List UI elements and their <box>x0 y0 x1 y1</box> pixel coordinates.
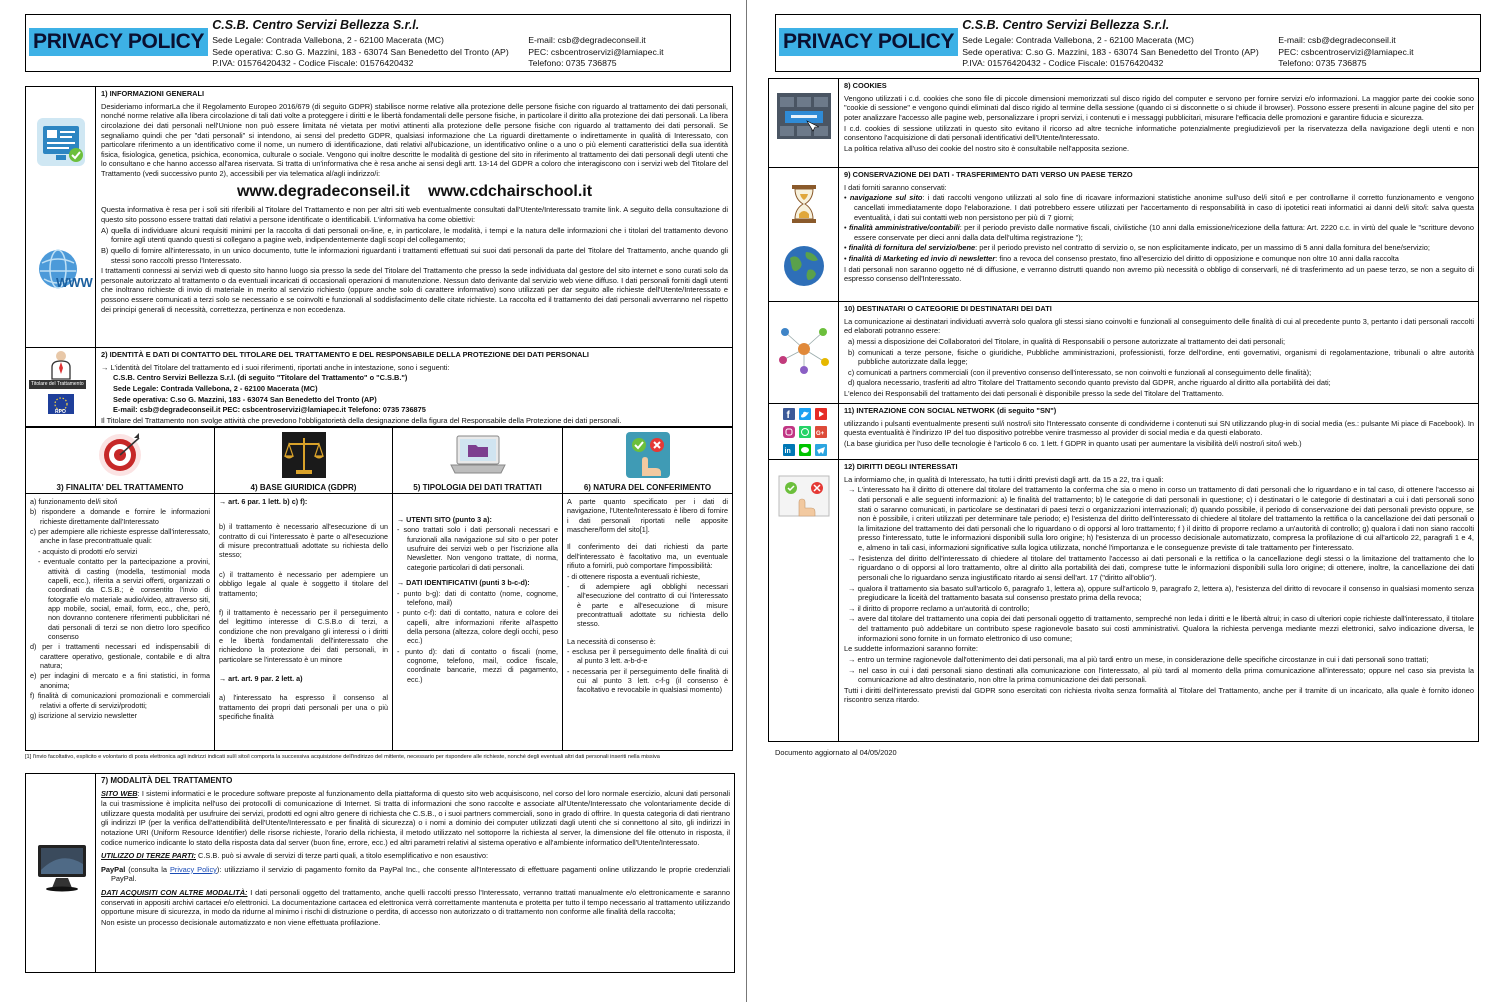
policy-page-1 <box>0 0 746 1002</box>
cookies-paragraph-2: I c.d. cookies di sessione utilizzati in questo sito evitano il ricorso ad altre tecniche informatiche potenzialmente pregiudizievoli per la riservatezza della navigazione degli utenti e non consentono l'acquisizione di dati personali identificativi dell'Utente/Interessato. <box>844 123 1474 143</box>
section-10 <box>768 301 1479 404</box>
data-type-item: - punto b-g): dati di contatto (nome, cognome, telefono, mail) <box>397 588 558 607</box>
section-8-icons <box>769 79 839 167</box>
section-11-title: 11) INTERAZIONE CON SOCIAL NETWORK (di seguito "SN") <box>844 406 1057 415</box>
legal-basis-item: → art. 6 par. 1 lett. b) c) f): <box>219 497 308 506</box>
desktop-computer-icon <box>34 842 90 892</box>
legal-basis-item: a) l'interessato ha espresso il consenso al trattamento dei propri dati personali per una o più specifiche finalità <box>219 693 388 722</box>
consent-item: Il conferimento dei dati richiesti da parte dell'interessato è facoltativo ma, un eventuale rifiuto a fornirli, può comportare l'impossibilità: <box>567 542 728 571</box>
web-site-label: SITO WEB <box>101 789 138 799</box>
social-network-icons <box>783 408 827 456</box>
other-methods-label: DATI ACQUISITI CON ALTRE MODALITÀ: <box>101 888 248 898</box>
retention-text: : per il periodo previsto dalle normative fiscali, civilistiche (10 anni dalla emissione/ricezione della fattura: Art. 2220 c.c. in virtù del quale le "scritture devono essere conservate per dieci anni dalla data dell'ultima registrazione "); <box>854 223 1474 242</box>
svg-text:G+: G+ <box>816 431 825 437</box>
data-controller-label: Titolare del Trattamento <box>31 381 84 387</box>
purpose-item: - acquisto di prodotti e/o servizi <box>38 546 138 556</box>
section-10-text <box>840 302 1478 403</box>
section-12-title: 12) DIRITTI DEGLI INTERESSATI <box>844 462 958 471</box>
section-7-closing: Non esiste un processo decisionale automatizzato e non viene effettuata profilazione. <box>101 917 381 927</box>
section-6 <box>563 428 732 750</box>
section-2-text <box>97 348 732 426</box>
paypal-label: PayPal <box>101 864 126 874</box>
globe-www-icon <box>34 247 93 295</box>
cookies-paragraph-3: La politica relativa all'uso dei cookie del nostro sito è consultabile nell'apposita sezione. <box>844 143 1130 153</box>
data-type-item: → DATI IDENTIFICATIVI (punti 3 b-c-d): <box>397 578 530 588</box>
recipient-item: c) comunicati a partners commerciali (con il preventivo consenso dell'interessato, se non coinvolti e funzionali al conseguimento delle finalità); <box>848 367 1312 377</box>
company-name: C.S.B. Centro Servizi Bellezza S.r.l. <box>212 18 420 32</box>
rpo-text: RPO <box>55 409 66 415</box>
data-controller-person-icon <box>48 350 74 380</box>
controller-legal-address: Sede Legale: Contrada Vallebona, 2 - 62100 Macerata (MC) <box>113 383 318 393</box>
right-item: → l'esistenza del diritto dell'interessato di chiedere al titolare del trattamento l'accesso ai dati personali e la rettifica o la cancellazione degli stessi o la limitazione del trattamento che lo riguardano o di opporsi al loro trattamento, oltre al diritto alla portabilità dei dati, comprese tutte le informazioni disponibili sulla loro origine; di ottenere, inoltre, la cancellazione dei dati personali che lo riguardano senza ingiustificato ritardo ai sensi dell'art. 17 ("diritto all'oblio"). <box>848 553 1474 582</box>
company-info <box>962 15 1480 69</box>
section-6-body <box>563 494 732 750</box>
email: E-mail: csb@degradeconseil.it <box>1278 35 1396 46</box>
paypal-text-pre: (consulta la <box>125 864 170 874</box>
legal-basis-item: b) il trattamento è necessario all'esecuzione di un contratto di cui l'interessato è parte o all'esecuzione di misure precontrattuali adottate su richiesta dello stesso; <box>219 522 388 560</box>
section-10-icons <box>769 302 839 403</box>
section-1 <box>25 86 733 348</box>
retention-label: finalità amministrative/contabili <box>848 223 960 233</box>
section-9-text <box>840 168 1478 301</box>
page-header <box>775 14 1481 72</box>
approve-reject-icon <box>563 428 732 482</box>
cookies-paragraph-1: Vengono utilizzati i c.d. cookies che sono file di piccole dimensioni memorizzati sul disco rigido del computer e servono per fornire servizi e/o informazioni. La maggior parte dei cookie sono "cookie di sessione" e vengono quindi eliminati dal disco rigido al termine della sessione (quando ci si disconnette o si chiude il browser). Possono essere presenti in alcune pagine del sito per poter analizzare l'accesso alle pagine web, personalizzare i propri servizi, i contenuti e i messaggi pubblicitari, misurare l'efficacia delle promozioni e garantire fiducia e sicurezza. <box>844 93 1474 122</box>
section-12 <box>768 459 1479 742</box>
right-item: → qualora il trattamento sia basato sull'articolo 6, paragrafo 1, lettera a), oppure sull'articolo 9, paragrafo 2, lettera a), l'esistenza del diritto di revocare il consenso in qualsiasi momento senza pregiudicare la liceità del trattamento basata sul consenso prestato prima della revoca; <box>848 583 1474 603</box>
section-8 <box>768 78 1479 168</box>
section-2-closing: Il Titolare del Trattamento non svolge attività che prevedono l'obbligatorietà della designazione della figura del Responsabile della Protezione dei dati personali. <box>101 415 622 425</box>
controller-contacts: E-mail: csb@degradeconseil.it PEC: csbcentroservizi@lamiapec.it Telefono: 0735 736875 <box>113 405 426 415</box>
consent-item: - di adempiere agli obblighi necessari all'esecuzione del contratto di cui l'interessato è parte e all'esecuzione di misure precontrattuali adottate su richiesta dello stesso. <box>567 581 728 629</box>
form-screen-icon <box>36 117 86 167</box>
footnote: [1] l'invio facoltativo, esplicito e volontario di posta elettronica agli indirizzi indicati sul/i sito/i comporta la successiva acquisizione dell'indirizzo del mittente, necessario per rispondere alle richieste, nonché degli eventuali altri dati personali inseriti nella missiva <box>25 754 660 760</box>
consent-item: - esclusa per il perseguimento delle finalità di cui al punto 3 lett. a-b-d-e <box>567 647 728 666</box>
privacy-policy-badge: PRIVACY POLICY <box>779 28 958 56</box>
third-party-text: C.S.B. può si avvale di servizi di terze parti quali, a titolo esemplificativo e non esaustivo: <box>195 851 489 861</box>
legal-basis-item: → art. art. 9 par. 2 lett. a) <box>219 674 303 684</box>
legal-basis-item: c) il trattamento è necessario per adempiere un obbligo legale al quale è soggetto il titolare del trattamento; <box>219 569 388 598</box>
vat-number: P.IVA: 01576420432 - Codice Fiscale: 01576420432 <box>962 57 1164 68</box>
document-updated-date: Documento aggiornato al 04/05/2020 <box>775 748 897 757</box>
section-5-body <box>393 494 562 750</box>
justice-scale-icon <box>215 428 392 482</box>
company-name: C.S.B. Centro Servizi Bellezza S.r.l. <box>962 18 1170 32</box>
data-type-item: - sono trattati solo i dati personali necessari e funzionali alla navigazione sul sito o per poter usufruire dei servizi web o per l'iscrizione alla Newsletter. Non vengono trattate, di norma, categorie particolari di dati personali. <box>397 525 558 572</box>
section-2-intro: → L'identità del Titolare del trattamento ed i suoi riferimenti, riportati anche in intestazione, sono i seguenti: <box>101 362 450 372</box>
website-addresses: www.degradeconseil.it www.cdchairschool.it <box>236 182 593 200</box>
consent-item: La necessità di consenso è: <box>567 636 656 646</box>
purpose-item: d) per i trattamenti necessari ed indispensabili di carattere operativo, gestionale, contabile e di altra natura; <box>30 642 210 671</box>
section-12-text <box>840 460 1478 741</box>
data-type-item: - punto c-f): dati di contatto, natura e colore dei capelli, altre informazioni riferite all'aspetto della persona (altezza, colore degli occhi, peso ecc.) <box>397 608 558 646</box>
legal-address: Sede Legale: Contrada Vallebona, 2 - 62100 Macerata (MC) <box>212 35 444 46</box>
retention-item-marketing: • finalità di Marketing ed invio di newsletter: fino a revoca del consenso prestato, fino all'esercizio del diritto di opposizione e comunque non oltre 10 anni dalla raccolta <box>844 254 1399 263</box>
recipient-item: d) qualora necessario, trasferiti ad altro Titolare del Trattamento secondo quanto previsto dal GDPR, anche riguardo al diritto alla portabilità dei dati; <box>848 378 1331 388</box>
section-7-icons <box>26 774 96 972</box>
consent-item: A parte quanto specificato per i dati di navigazione, l'Utente/Interessato è libero di fornire i dati personali riportati nelle apposite maschere/form del sito[1]. <box>567 497 728 535</box>
controller-operative-address: Sede operativa: C.so G. Mazzini, 183 - 63074 San Benedetto del Tronto (AP) <box>113 394 377 404</box>
section-3 <box>26 428 215 750</box>
sections-3-6-grid <box>25 427 733 751</box>
consent-item: - necessaria per il perseguimento delle finalità di cui al punto 3 lett. c-f-g (il consenso è facoltativo e revocabile in qualsiasi momento) <box>567 666 728 695</box>
section-9-closing: I dati personali non saranno oggetto né di diffusione, e verranno distrutti quando non avremo più necessità o obbligo di conservarli, né di trasferimento ad un paese terzo, se non a seguito di espresso consenso dell'Interessato. <box>844 264 1474 284</box>
email: E-mail: csb@degradeconseil.it <box>528 35 646 46</box>
svg-text:in: in <box>784 448 791 455</box>
target-icon <box>26 428 214 482</box>
web-site-text: : I sistemi informatici e le procedure software preposte al funzionamento della piattaforma di questo sito web acquisiscono, nel corso del loro normale esercizio, alcuni dati personali la cui trasmissione è implicita nell'uso dei protocolli di comunicazione di Internet. Si tratta di informazioni che sono raccolte e associate all'Utente/Interessato che volontariamente decide di utilizzare questa modalità per usufruire dei servizi, prodotti ed ogni altro genere di richiesta che C.S.B., o i suoi partners commerciali, sono in grado di offrire. In questa categoria di dati rientrano gli indirizzi IP (per la verifica dell'attendibilità dell'Utente/Interessato e per finalità di sicurezza) o i nomi a dominio dei computer utilizzati dagli utenti che si connettono al sito, gli indirizzi in notazione URI (Uniform Resource Identifier) delle risorse richieste, l'orario della richiesta, il metodo utilizzato nel sottoporre la richiesta al server, la dimensione del file ottenuto in risposta, il codice numerico indicante lo stato della risposta data dal server (buon fine, errore, ecc.) ed altri parametri relativi al sistema operativo e all'ambiente informatico dell'Utente/Interessato. <box>101 789 730 847</box>
section-6-title: 6) NATURA DEL CONFERIMENTO <box>563 482 732 494</box>
purpose-item: b) rispondere a domande e fornire le informazioni richieste direttamente dall'Interessato <box>30 507 210 526</box>
section-1-icons <box>26 87 96 347</box>
third-party-label: UTILIZZO DI TERZE PARTI: <box>101 851 196 861</box>
section-2 <box>25 347 733 427</box>
section-3-body <box>26 494 214 750</box>
svg-text:f: f <box>786 410 790 421</box>
section-1-scope: Questa informativa è resa per i soli siti riferibili al Titolare del Trattamento e non per altri siti web eventualmente consultati dall'Utente/Interessato tramite link. A seguito della consultazione di questo sito possono essere trattati dati relativi a persone identificate o identificabili. L'informativa ha come obiettivi: <box>101 205 728 225</box>
earth-globe-icon <box>782 244 826 288</box>
purpose-item: c) per adempiere alle richieste espresse dall'interessato, anche in fase precontrattuale quali: <box>30 527 210 546</box>
section-2-title: 2) IDENTITÀ E DATI DI CONTATTO DEL TITOLARE DEL TRATTAMENTO E DEL RESPONSABILE DELLA PROTEZIONE DEI DATI PERSONALI <box>101 350 589 359</box>
phone: Telefono: 0735 736875 <box>1278 57 1367 68</box>
retention-item-accounting: • finalità amministrative/contabili: per il periodo previsto dalle normative fiscali, civilistiche (10 anni dalla emissione/ricezione della fattura: Art. 2220 c.c. in virtù del quale le "scritture devono essere conservate per dieci anni dalla data dell'ultima registrazione "); <box>844 223 1474 242</box>
section-12-icons <box>769 460 839 741</box>
privacy-policy-badge: PRIVACY POLICY <box>29 28 208 56</box>
data-type-item: → UTENTI SITO (punto 3 a): <box>397 515 492 524</box>
retention-item-service: • finalità di fornitura del servizio/bene: per il periodo previsto nel contratto di servizio o, se non esplicitamente indicato, per un massimo di 5 anni dalla fornitura del bene/servizio; <box>844 243 1430 253</box>
section-11-icons <box>769 404 839 459</box>
svg-text:WWW: WWW <box>56 275 93 290</box>
section-1-title: 1) INFORMAZIONI GENERALI <box>101 89 205 98</box>
right-item: → avere dal titolare del trattamento una copia dei dati personali oggetto di trattamento, sempreché non leda i diritti e le libertà altrui; in caso di ulteriori copie richieste dall'interessato, il titolare del trattamento può addebitare un contributo spese ragionevole basato sui costi amministrativi. Qualora la richiesta pervenga mediante mezzi elettronici, salvo indicazione diversa, le informazioni sono fornite in un formato elettronico di uso comune; <box>848 614 1474 643</box>
operative-address: Sede operativa: C.so G. Mazzini, 183 - 63074 San Benedetto del Tronto (AP) <box>212 46 509 57</box>
vat-number: P.IVA: 01576420432 - Codice Fiscale: 01576420432 <box>212 57 414 68</box>
section-1-processing: I trattamenti connessi ai servizi web di questo sito hanno luogo sia presso la sede del Titolare del Trattamento che presso la sede individuata dal gestore del sito internet e sono curati solo da personale autorizzato al trattamento o da eventuali incaricati di occasionali operazioni di manutenzione. Nessun dato derivante dal servizio web viene diffuso. I dati personali forniti dagli utenti che inoltrano richieste di invio di materiale in merito al servizio richiesto (oppure anche solo di carattere informativo) sono utilizzati per dar seguito alle richieste dell'Utente/Interessato e possono essere comunicati a terzi solo se necessario e se coinvolti e funzionali al soddisfacimento delle citate richieste. La raccolta ed il trattamento dei dati personali avverranno nel rispetto dei principi generali di necessità, correttezza, pertinenza e non eccedenza. <box>101 266 728 314</box>
pec: PEC: csbcentroservizi@lamiapec.it <box>528 46 664 57</box>
section-8-text <box>840 79 1478 167</box>
purpose-item: g) iscrizione al servizio newsletter <box>30 710 138 720</box>
controller-name: C.S.B. Centro Servizi Bellezza S.r.l. (di seguito "Titolare del Trattamento" o "C.S.B.") <box>113 373 408 383</box>
section-2-icons <box>26 348 96 426</box>
section-7-title: 7) MODALITÀ DEL TRATTAMENTO <box>101 776 233 785</box>
section-9-title: 9) CONSERVAZIONE DEI DATI - TRASFERIMENTO DATI VERSO UN PAESE TERZO <box>844 170 1133 179</box>
section-11-text <box>840 404 1478 459</box>
objective-b: B) quello di fornire all'interessato, in un unico documento, tutte le informazioni riguardanti i trattamenti effettuati sui suoi dati personali da parte del Titolare del Trattamento, anche quando gli stessi sono raccolti presso l'Interessato. <box>101 245 728 265</box>
paypal-text-post: ): utilizziamo il servizio di pagamento fornito da PayPal Inc., che consente all'Interessato di effettuare pagamenti online utilizzando le proprie credenziali PayPal. <box>111 864 731 884</box>
social-paragraph-2: (La base giuridica per l'uso delle tecnologie è l'articolo 6 co. 1 lett. f GDPR in quanto usati per aumentare la visibilità del/i nostro/i sito/i web.) <box>844 438 1302 448</box>
network-people-icon <box>777 324 831 374</box>
retention-item-navigation: • navigazione sul sito: i dati raccolti vengono utilizzati al solo fine di ricavare informazioni statistiche anonime sull'uso del/i sito/i e per controllarne il corretto funzionamento e vengono cancellati immediatamente dopo l'elaborazione. I dati potrebbero essere utilizzati per l'accertamento di responsabilità in caso di ipotetici reati informatici ai danni del/i sito/i: salva questa eventualità, i dati sui contatti web non persistono per più di 7 giorni; <box>844 193 1474 222</box>
rpo-flag-icon <box>48 394 74 414</box>
section-4 <box>215 428 393 750</box>
retention-label: navigazione sul sito <box>849 193 923 203</box>
section-12-intro: La informiamo che, in qualità di Interessato, ha tutti i diritti previsti dagli artt. da 15 a 22, tra i quali: <box>844 474 1164 484</box>
section-9-icons <box>769 168 839 301</box>
section-10-intro: La comunicazione ai destinatari individuati avverrà solo qualora gli stessi siano coinvolti e funzionali al conseguimento delle finalità di cui al precedente punto 3, pertanto i dati personali raccolti ed elaborati potranno essere: <box>844 316 1474 336</box>
consent-item: - di ottenere risposta a eventuali richieste, <box>567 571 701 581</box>
section-5 <box>393 428 563 750</box>
pec: PEC: csbcentroservizi@lamiapec.it <box>1278 46 1414 57</box>
paypal-privacy-link[interactable]: Privacy Policy <box>169 864 217 874</box>
right-item: → L'interessato ha il diritto di ottenere dal titolare del trattamento la conferma che sia o meno in corso un trattamento di dati personali che lo riguardano e in tal caso, di ottenere l'accesso ai dati personali e alle seguenti informazioni: a) le finalità del trattamento; b) le categorie di dati personali in questione; c) i destinatari o le categorie di destinatari a cui i dati personali sono stati o saranno comunicati, in particolare se destinatari di paesi terzi o organizzazioni internazionali; d) quando possibile, il periodo di conservazione dei dati personali previsto oppure, se non è possibile, i criteri utilizzati per determinare tale periodo; e) l'esistenza del diritto dell'interessato di chiedere al titolare del trattamento la rettifica o la cancellazione dei dati personali o la limitazione del trattamento dei dati personali che lo riguardano o di opporsi al loro trattamento; f ) il diritto di proporre reclamo a un'autorità di controllo; g) qualora i dati non siano raccolti presso l'interessato, tutte le informazioni disponibili sulla loro origine; h) l'esistenza di un processo decisionale automatizzato, compresa la profilazione di cui all'articolo 22, paragrafi 1 e 4, e, almeno in tali casi, informazioni significative sulla logica utilizzata, nonché l'importanza e le conseguenze previste di tale trattamento per l'interessato. <box>848 485 1474 552</box>
data-type-item: - punto d): dati di contatto o fiscali (nome, cognome, telefono, mail, codice fiscale, coordinate bancarie, mezzi di pagamento, ecc.) <box>397 646 558 684</box>
timing-item: → entro un termine ragionevole dall'ottenimento dei dati personali, ma al più tardi entro un mese, in considerazione delle specifiche circostanze in cui i dati personali sono trattati; <box>848 654 1429 664</box>
hourglass-icon <box>791 184 817 224</box>
legal-basis-item: f) il trattamento è necessario per il perseguimento del legittimo interesse di C.S.B.o di terzi, a condizione che non prevalgano gli interessi o i diritti e le libertà fondamentali dell'interessato che richiedono la protezione dei dati personali, in particolare se l'interessato è un minore <box>219 607 388 664</box>
section-5-title: 5) TIPOLOGIA DEI DATI TRATTATI <box>393 482 562 494</box>
retention-text: : i dati raccolti vengono utilizzati al solo fine di ricavare informazioni statistiche anonime sull'uso del/i sito/i e per controllarne il corretto funzionamento e vengono cancellati immediatamente dopo l'elaborazione. I dati potrebbero essere utilizzati per l'accertamento di responsabilità in caso di ipotetici reati informatici ai danni del/i sito/i: salva questa eventualità, i dati sui contatti web non persistono per più di 7 giorni; <box>854 193 1474 222</box>
page-header <box>25 14 731 72</box>
purpose-item: e) per indagini di mercato e a fini statistici, in forma anonima; <box>30 671 210 690</box>
section-1-intro: Desideriamo informarLa che il Regolamento Europeo 2016/679 (di seguito GDPR) stabilisce norme relative alla protezione delle persone fisiche con riguardo al trattamento dei dati personali, nonché norme relative alla libera circolazione di tali dati volte a proteggere i diritti e le libertà fondamentali delle persone fisiche, in particolare il diritto alla protezione dei dati personali. La libera circolazione dei dati personali nell'Unione non può essere limitata né vietata per motivi attinenti alla protezione delle persone fisiche con riguardo al trattamento dei dati personali. Se segnaliamo quindi che per "dati personali" si intendono, ai sensi del predetto GDPR, qualsiasi informazione che La riguardi direttamente o indirettamente in qualità di Interessato, con particolare riferimento a un identificativo come il nome, un numero di identificazione, dati relativi all'ubicazione, un identificativo online o a uno o più elementi caratteristici della sua identità fisica, fisiologica, genetica, psichica, economica, culturale o sociale. Vengono qui inoltre descritte le modalità di gestione del sito in riferimento al trattamento dei dati personali degli utenti che lo consultano e che hanno accesso all'area riservata. Si tratta di un'informativa che è resa anche ai sensi degli artt. 13-14 del GDPR a coloro che interagiscono con i servizi web del Titolare del Trattamento (vedi successivo punto 2), accessibili per via telematica al/agli indirizzo/i: <box>101 101 728 178</box>
recipient-item: a) messi a disposizione dei Collaboratori del Titolare, in qualità di Responsabili o persone autorizzate al trattamento dei dati personali; <box>848 336 1286 346</box>
company-info <box>212 15 730 69</box>
operative-address: Sede operativa: C.so G. Mazzini, 183 - 63074 San Benedetto del Tronto (AP) <box>962 46 1259 57</box>
section-10-closing: L'elenco dei Responsabili del trattamento dei dati personali è disponibile presso la sede del Titolare del Trattamento. <box>844 389 1224 398</box>
retention-label: finalità di Marketing ed invio di newsletter <box>848 254 996 263</box>
legal-address: Sede Legale: Contrada Vallebona, 2 - 62100 Macerata (MC) <box>962 35 1194 46</box>
rights-hand-icon <box>777 474 831 518</box>
section-7 <box>25 773 735 973</box>
social-paragraph-1: utilizzando i pulsanti eventualmente presenti sul/i nostro/i sito l'Interessato consente di condividerne i contenuti sui SN utilizzando plug-in di social media (es.: pulsante Mi piace di Facebook). In questa eventualità è l'indirizzo IP del tuo dispositivo potrebbe venire trasmesso al provider di social media e da questi elaborato. <box>844 418 1474 438</box>
section-12-closing: Tutti i diritti dell'interessato previsti dal GDPR sono esercitati con richiesta rivolta senza formalità al Titolare del Trattamento, anche per il tramite di un incaricato, alla quale è fornito idoneo riscontro senza ritardo. <box>844 685 1474 705</box>
purpose-item: a) funzionamento del/i sito/i <box>30 497 118 506</box>
section-4-title: 4) BASE GIURIDICA (GDPR) <box>215 482 392 494</box>
section-10-title: 10) DESTINATARI O CATEGORIE DI DESTINATARI DEI DATI <box>844 304 1052 313</box>
retention-label: finalità di fornitura del servizio/bene <box>848 243 976 253</box>
purpose-item: - eventuale contatto per la partecipazione a provini, attività di casting (modella, testimonial moda capelli, ecc.), riferita a servizi offerti, organizzati o coordinati da C.S.B.; è consentito l'invio di fotografie e/o materiale audio/video, attraverso siti, app mobile, social, email, form, ecc., che, però, non dovranno contenere riferimenti pubblicitari né dati personali di terzi se non dietro loro specifico consenso <box>38 557 210 642</box>
laptop-folder-icon <box>393 428 562 482</box>
section-7-text <box>97 774 734 972</box>
objective-a: A) quella di individuare alcuni requisiti minimi per la raccolta di dati personali on-line, e, in particolare, le modalità, i tempi e la natura delle informazioni che i titolari del trattamento devono fornire agli utenti quando questi si collegano a pagine web, indipendentemente dagli scopi del collegamento; <box>101 225 728 245</box>
other-methods-text: I dati personali oggetto del trattamento, anche quelli raccolti presso l'Interessato, verranno trattati manualmente e/o elettronicamente e saranno conservati in appositi archivi cartacei e/o elettronici. La documentazione cartacea ed elettronica verrà correttamente mantenuta e protetta per tutto il tempo necessario al trattamento utilizzando opportune misure di sicurezza, in modo da ridurne al minimo i rischi di distruzione o perdita, di accesso non autorizzato o di trattamento non conforme alle finalità della raccolta; <box>101 888 730 917</box>
cookie-keyboard-icon <box>777 93 831 139</box>
section-4-body <box>215 494 392 750</box>
recipient-item: b) comunicati a terze persone, fisiche o giuridiche, Pubbliche amministrazioni, professionisti, forze dell'ordine, enti governativi, organismi di regolamentazione, tribunali o altre autorità pubbliche autorizzate dalla legge; <box>848 347 1474 367</box>
right-item: → il diritto di proporre reclamo a un'autorità di controllo; <box>848 603 1030 613</box>
policy-page-2 <box>747 0 1493 1002</box>
section-8-title: 8) COOKIES <box>844 81 887 90</box>
timing-item: → nel caso in cui i dati personali siano destinati alla comunicazione con l'interessato, al più tardi al momento della prima comunicazione all'interessato; oppure nel caso sia prevista la comunicazione ad altro destinatario, non oltre la prima comunicazione dei dati personali. <box>848 665 1474 685</box>
section-12-subtitle: Le suddette informazioni saranno fornite: <box>844 644 978 654</box>
section-9 <box>768 167 1479 302</box>
section-1-text <box>97 87 732 347</box>
section-9-intro: I dati forniti saranno conservati: <box>844 182 947 192</box>
section-3-title: 3) FINALITA' DEL TRATTAMENTO <box>26 482 214 494</box>
purpose-item: f) finalità di comunicazioni promozionali e commerciali relativi a offerte di servizi/prodotti; <box>30 691 210 710</box>
phone: Telefono: 0735 736875 <box>528 57 617 68</box>
retention-text: : per il periodo previsto nel contratto di servizio o, se non esplicitamente indicato, per un massimo di 5 anni dalla fornitura del bene/servizio; <box>975 243 1430 253</box>
section-11 <box>768 403 1479 460</box>
retention-text: : fino a revoca del consenso prestato, fino all'esercizio del diritto di opposizione e comunque non oltre 10 anni dalla raccolta <box>995 254 1399 263</box>
